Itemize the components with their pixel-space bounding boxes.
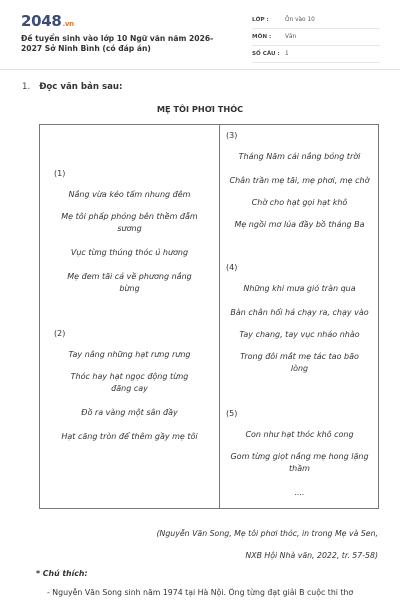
meta-label: SỐ CÂU :	[252, 51, 280, 57]
poem-title: MẸ TÔI PHƠI THÓC	[156, 104, 244, 114]
note-item: - Nguyễn Văn Song sinh năm 1974 tại Hà Nội. Ông từng đạt giải B cuộc thi thơ	[47, 588, 354, 597]
logo-text: 2048	[21, 12, 62, 30]
poem-line: Nắng vừa kéo tấm nhung đêm	[68, 190, 191, 199]
stanza-number: (5)	[226, 409, 238, 418]
poem-line: Tay nâng những hạt rưng rưng	[68, 350, 191, 359]
document-title: Đề tuyển sinh vào lớp 10 Ngữ văn năm 2026-2027 Sở Ninh Bình (có đáp án)	[21, 34, 214, 53]
poem-line: Tháng Năm cái nắng bỏng trời	[238, 152, 361, 161]
poem-line: Những khi mưa gió tràn qua	[243, 284, 356, 293]
source-citation	[156, 523, 378, 567]
stanza-number: (1)	[54, 169, 66, 178]
question-prompt	[22, 82, 122, 92]
meta-row-question-count	[252, 46, 380, 63]
document-meta	[252, 12, 380, 63]
poem-line: Bàn chân hối hả chạy ra, chạy vào	[230, 308, 369, 317]
poem-line: Chờ cho hạt gọi hạt khô	[251, 198, 348, 207]
poem-line: ....	[294, 488, 305, 497]
poem-line: Vục từng thúng thóc ủ hương	[70, 248, 189, 257]
poem-line: Mẹ đem tãi cả về phương nắng bừng	[67, 272, 192, 293]
poem-line: Mẹ tôi phấp phỏng bên thềm đẫm sương	[61, 212, 198, 233]
poem-table	[39, 124, 379, 509]
stanza-number: (2)	[54, 329, 66, 338]
meta-row-class	[252, 12, 380, 29]
citation-line: (Nguyễn Văn Song, Mẹ tôi phơi thóc, in trong Mẹ và Sen,	[156, 529, 378, 538]
poem-line: Tay chang, tay vục nháo nhào	[239, 330, 360, 339]
poem-line: Mẹ ngồi mơ lúa đầy bồ tháng Ba	[234, 220, 365, 229]
poem-line: Con như hạt thóc khô cong	[245, 430, 354, 439]
meta-value: 1	[285, 51, 289, 57]
page-header	[0, 0, 400, 70]
poem-line: Gom từng giọt nắng mẹ hong lặng thầm	[230, 452, 369, 473]
meta-row-subject	[252, 29, 380, 46]
meta-label: MÔN :	[252, 34, 272, 40]
citation-line: NXB Hội Nhà văn, 2022, tr. 57-58)	[245, 551, 378, 560]
notes-heading: * Chú thích:	[36, 569, 88, 578]
poem-line: Đồ ra vàng một sân đầy	[81, 408, 178, 417]
question-text: Đọc văn bản sau:	[39, 82, 123, 92]
poem-line: Thóc hay hạt ngọc động từng đãng cay	[70, 372, 189, 393]
meta-value: Ôn vào 10	[285, 17, 315, 23]
stanza-number: (3)	[226, 131, 238, 140]
meta-label: LỚP :	[252, 17, 269, 23]
question-number: 1.	[22, 82, 31, 92]
meta-value: Văn	[285, 34, 297, 40]
logo-suffix: .vn	[62, 20, 74, 28]
poem-line: Trong đôi mắt mẹ tác tao bão lòng	[240, 352, 359, 373]
site-logo[interactable]	[21, 12, 74, 30]
stanza-number: (4)	[226, 263, 238, 272]
poem-line: Hạt căng tròn để thêm gầy mẹ tôi	[61, 432, 198, 441]
poem-line: Chân trần mẹ tãi, mẹ phơi, mẹ chờ	[229, 176, 370, 185]
